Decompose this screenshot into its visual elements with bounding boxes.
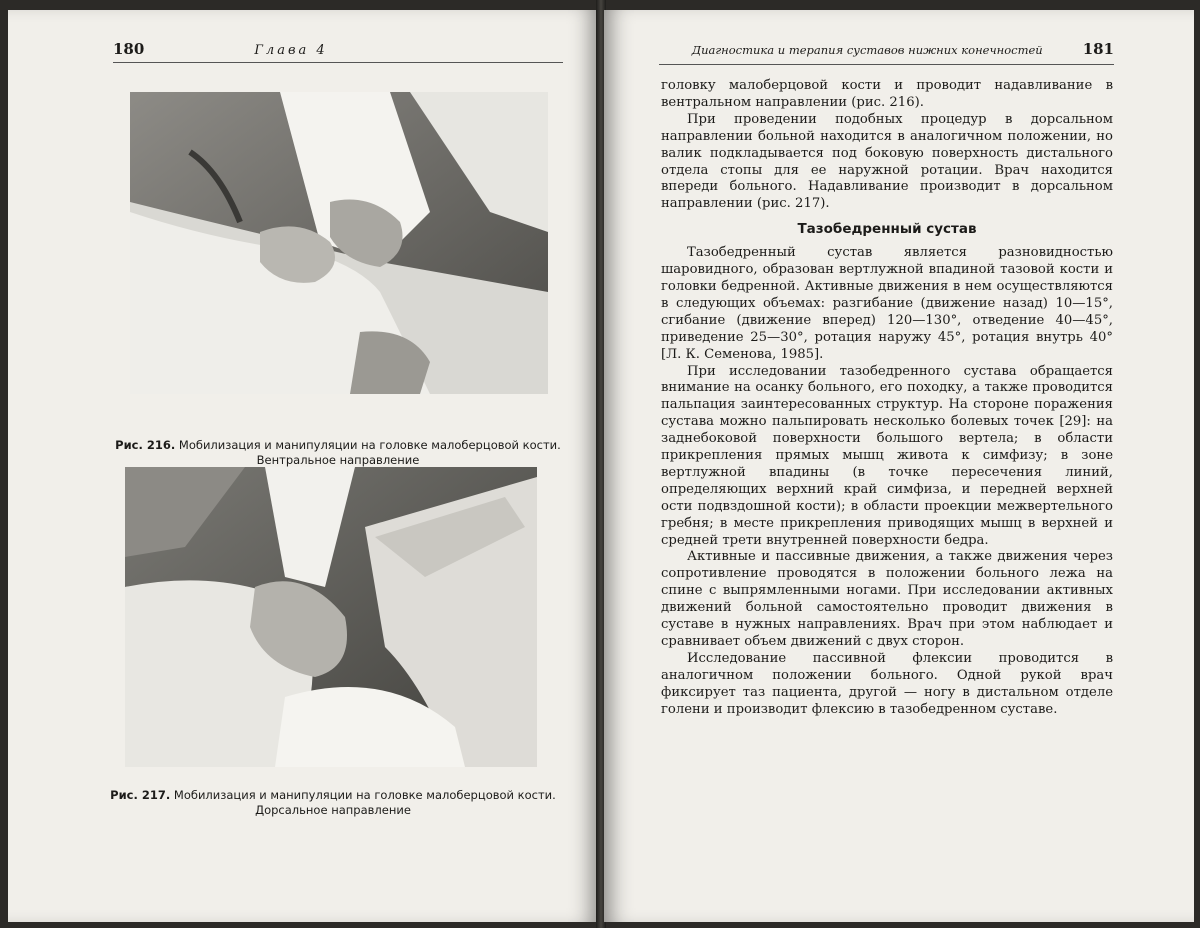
paragraph: Исследование пассивной флексии проводится в аналогичном положении больного. Одной рукой врач фиксирует таз пациента, другой — ногу в дистальном отделе голени и производит флексию в тазобедренном суставе. (661, 650, 1113, 717)
figure-216-photo (130, 92, 548, 394)
figure-217-caption (108, 788, 558, 818)
paragraph: При исследовании тазобедренного сустава обращается внимание на осанку больного, его походку, а также проводится пальпация заинтересованных структур. На стороне поражения сустава можно пальпировать несколько болевых точек [29]: на заднебоковой поверхности большого вертела; в области прикрепления прямых мышц живота к симфизу; в зоне вертлужной впадины (в точке пересечения линий, определяющих верхний край симфиза, и передней верхней ости подвздошной кости); в области проекции межвертельного гребня; в месте прикрепления приводящих мышц в верхней и средней трети внутренней поверхности бедра. (661, 363, 1113, 548)
left-page-number: 180 (113, 40, 145, 58)
paragraph: головку малоберцовой кости и проводит надавливание в вентральном направлении (рис. 216). (661, 78, 1113, 110)
paragraph: При проведении подобных процедур в дорсальном направлении больной находится в аналогичном положении, но валик подкладывается под боковую поверхность дистального отдела стопы для ее наружной ротации. Врач находится впереди больного. Надавливание производит в дорсальном направлении (рис. 217). (661, 111, 1113, 212)
right-page (604, 10, 1194, 922)
right-header-rule (659, 64, 1114, 65)
figure-216-text: Мобилизация и манипуляции на головке малоберцовой кости. Вентральное направление (178, 438, 561, 467)
chapter-title: Глава 4 (254, 43, 328, 58)
left-page (8, 10, 598, 922)
left-header-rule (113, 62, 563, 63)
right-page-number: 181 (1082, 40, 1114, 58)
left-running-head (113, 40, 563, 58)
figure-217-label: Рис. 217. (110, 788, 171, 802)
body-text (661, 78, 1113, 719)
running-title: Диагностика и терапия суставов нижних конечностей (691, 43, 1043, 57)
paragraph: Активные и пассивные движения, а также движения через сопротивление проводятся в положении больного лежа на спине с выпрямленными ногами. При исследовании активных движений больной самостоятельно проводит движения в суставе в нужных направлениях. Врач при этом наблюдает и сравнивает объем движений с двух сторон. (661, 549, 1113, 649)
right-running-head (644, 40, 1114, 58)
figure-217-photo (125, 467, 537, 767)
paragraph: Тазобедренный сустав является разновидностью шаровидного, образован вертлужной впадиной тазовой кости и головки бедренной. Активные движения в нем осуществляются в следующих объемах: разгибание (движение назад) 10—15°, сгибание (движение вперед) 120—130°, отведение 40—45°, приведение 25—30°, ротация наружу 45°, ротация внутрь 40° [Л. К. Семенова, 1985]. (661, 245, 1113, 362)
figure-217-text: Мобилизация и манипуляции на головке малоберцовой кости. Дорсальное направление (173, 788, 556, 817)
figure-216-caption (113, 438, 563, 468)
section-heading: Тазобедренный сустав (797, 221, 977, 238)
figure-216-label: Рис. 216. (115, 438, 176, 452)
